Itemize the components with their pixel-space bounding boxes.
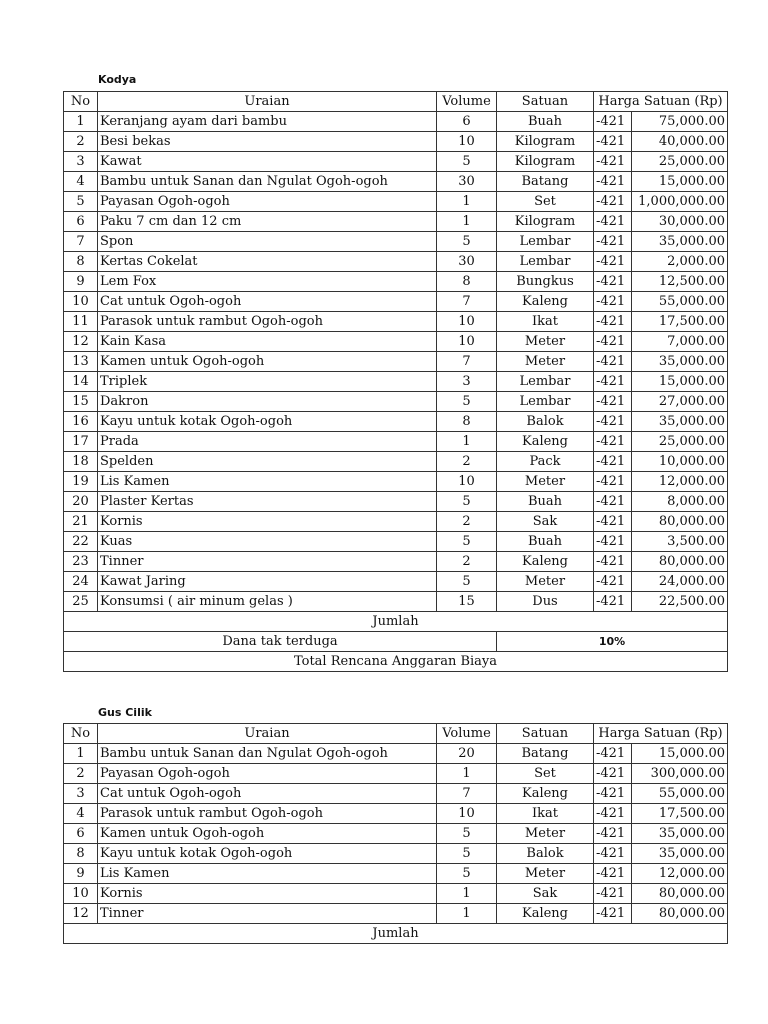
cell-harga: 12,000.00	[632, 864, 728, 884]
cell-harga: 25,000.00	[632, 432, 728, 452]
cell-harga: 12,500.00	[632, 272, 728, 292]
cell-satuan: Kilogram	[497, 132, 594, 152]
cell-no: 22	[64, 532, 98, 552]
header-volume: Volume	[437, 724, 497, 744]
cell-harga: 1,000,000.00	[632, 192, 728, 212]
cell-no: 6	[64, 824, 98, 844]
cell-volume: 10	[437, 312, 497, 332]
cell-satuan: Dus	[497, 592, 594, 612]
cell-harga: 55,000.00	[632, 784, 728, 804]
cell-satuan: Buah	[497, 112, 594, 132]
cell-volume: 10	[437, 332, 497, 352]
cell-code: -421	[594, 232, 632, 252]
cell-no: 1	[64, 112, 98, 132]
cell-uraian: Cat untuk Ogoh-ogoh	[98, 784, 437, 804]
cell-uraian: Tinner	[98, 552, 437, 572]
cell-satuan: Lembar	[497, 372, 594, 392]
cell-harga: 24,000.00	[632, 572, 728, 592]
cell-uraian: Dakron	[98, 392, 437, 412]
cell-harga: 300,000.00	[632, 764, 728, 784]
cell-uraian: Keranjang ayam dari bambu	[98, 112, 437, 132]
cell-code: -421	[594, 112, 632, 132]
table-row	[64, 112, 728, 132]
cell-satuan: Buah	[497, 492, 594, 512]
table-row	[64, 764, 728, 784]
cell-harga: 8,000.00	[632, 492, 728, 512]
cell-satuan: Balok	[497, 412, 594, 432]
table-row	[64, 884, 728, 904]
cell-satuan: Lembar	[497, 252, 594, 272]
cell-code: -421	[594, 372, 632, 392]
budget-table-gus-cilik	[63, 723, 728, 944]
table-row	[64, 552, 728, 572]
cell-satuan: Lembar	[497, 232, 594, 252]
cell-volume: 6	[437, 112, 497, 132]
cell-no: 17	[64, 432, 98, 452]
cell-no: 8	[64, 844, 98, 864]
cell-volume: 5	[437, 824, 497, 844]
cell-uraian: Kornis	[98, 884, 437, 904]
jumlah-label: Jumlah	[64, 924, 728, 944]
cell-code: -421	[594, 212, 632, 232]
cell-satuan: Set	[497, 764, 594, 784]
table-row	[64, 332, 728, 352]
cell-no: 23	[64, 552, 98, 572]
cell-code: -421	[594, 572, 632, 592]
cell-satuan: Set	[497, 192, 594, 212]
cell-code: -421	[594, 172, 632, 192]
cell-uraian: Kayu untuk kotak Ogoh-ogoh	[98, 412, 437, 432]
budget-table-kodya	[63, 91, 728, 672]
cell-volume: 8	[437, 412, 497, 432]
header-no: No	[64, 92, 98, 112]
jumlah-row	[64, 612, 728, 632]
cell-volume: 5	[437, 232, 497, 252]
header-no: No	[64, 724, 98, 744]
cell-code: -421	[594, 132, 632, 152]
cell-no: 14	[64, 372, 98, 392]
cell-code: -421	[594, 252, 632, 272]
cell-uraian: Spelden	[98, 452, 437, 472]
cell-code: -421	[594, 824, 632, 844]
cell-no: 4	[64, 804, 98, 824]
table-row	[64, 904, 728, 924]
cell-no: 13	[64, 352, 98, 372]
cell-uraian: Konsumsi ( air minum gelas )	[98, 592, 437, 612]
cell-harga: 75,000.00	[632, 112, 728, 132]
cell-code: -421	[594, 884, 632, 904]
table-row	[64, 592, 728, 612]
cell-volume: 10	[437, 132, 497, 152]
cell-volume: 7	[437, 352, 497, 372]
cell-no: 1	[64, 744, 98, 764]
cell-volume: 5	[437, 492, 497, 512]
cell-uraian: Triplek	[98, 372, 437, 392]
table-row	[64, 352, 728, 372]
cell-harga: 80,000.00	[632, 512, 728, 532]
cell-harga: 17,500.00	[632, 312, 728, 332]
dana-tak-terduga-value: 10%	[497, 632, 728, 652]
cell-no: 2	[64, 132, 98, 152]
cell-harga: 27,000.00	[632, 392, 728, 412]
cell-volume: 1	[437, 212, 497, 232]
cell-code: -421	[594, 292, 632, 312]
table-row	[64, 492, 728, 512]
cell-satuan: Meter	[497, 572, 594, 592]
cell-volume: 5	[437, 152, 497, 172]
table-header-row	[64, 724, 728, 744]
cell-no: 3	[64, 152, 98, 172]
cell-code: -421	[594, 804, 632, 824]
table-header-row	[64, 92, 728, 112]
cell-no: 4	[64, 172, 98, 192]
table-row	[64, 412, 728, 432]
header-satuan: Satuan	[497, 92, 594, 112]
cell-volume: 1	[437, 904, 497, 924]
table-row	[64, 572, 728, 592]
cell-no: 10	[64, 884, 98, 904]
table-row	[64, 172, 728, 192]
cell-satuan: Meter	[497, 352, 594, 372]
cell-harga: 15,000.00	[632, 744, 728, 764]
cell-no: 3	[64, 784, 98, 804]
cell-uraian: Parasok untuk rambut Ogoh-ogoh	[98, 804, 437, 824]
table-row	[64, 252, 728, 272]
cell-harga: 80,000.00	[632, 552, 728, 572]
cell-no: 16	[64, 412, 98, 432]
cell-uraian: Bambu untuk Sanan dan Ngulat Ogoh-ogoh	[98, 172, 437, 192]
table-row	[64, 372, 728, 392]
jumlah-row	[64, 924, 728, 944]
cell-volume: 1	[437, 764, 497, 784]
cell-code: -421	[594, 412, 632, 432]
cell-code: -421	[594, 864, 632, 884]
cell-code: -421	[594, 844, 632, 864]
cell-volume: 30	[437, 252, 497, 272]
cell-uraian: Kamen untuk Ogoh-ogoh	[98, 824, 437, 844]
cell-satuan: Ikat	[497, 312, 594, 332]
cell-no: 15	[64, 392, 98, 412]
cell-code: -421	[594, 472, 632, 492]
cell-harga: 25,000.00	[632, 152, 728, 172]
table-row	[64, 532, 728, 552]
cell-uraian: Kertas Cokelat	[98, 252, 437, 272]
cell-no: 25	[64, 592, 98, 612]
table-row	[64, 784, 728, 804]
cell-code: -421	[594, 532, 632, 552]
cell-volume: 7	[437, 784, 497, 804]
cell-uraian: Kuas	[98, 532, 437, 552]
cell-harga: 2,000.00	[632, 252, 728, 272]
cell-code: -421	[594, 492, 632, 512]
cell-satuan: Kaleng	[497, 784, 594, 804]
cell-code: -421	[594, 192, 632, 212]
section-title-kodya: Kodya	[98, 73, 137, 86]
table-row	[64, 432, 728, 452]
cell-no: 19	[64, 472, 98, 492]
cell-satuan: Meter	[497, 824, 594, 844]
cell-uraian: Parasok untuk rambut Ogoh-ogoh	[98, 312, 437, 332]
cell-volume: 7	[437, 292, 497, 312]
table-row	[64, 392, 728, 412]
header-harga: Harga Satuan (Rp)	[594, 724, 728, 744]
cell-harga: 12,000.00	[632, 472, 728, 492]
cell-harga: 35,000.00	[632, 844, 728, 864]
table-row	[64, 132, 728, 152]
cell-satuan: Lembar	[497, 392, 594, 412]
cell-satuan: Kaleng	[497, 552, 594, 572]
cell-satuan: Kilogram	[497, 212, 594, 232]
cell-code: -421	[594, 432, 632, 452]
header-harga: Harga Satuan (Rp)	[594, 92, 728, 112]
cell-no: 12	[64, 904, 98, 924]
cell-volume: 5	[437, 844, 497, 864]
cell-volume: 5	[437, 532, 497, 552]
cell-uraian: Spon	[98, 232, 437, 252]
jumlah-label: Jumlah	[64, 612, 728, 632]
total-row	[64, 652, 728, 672]
cell-satuan: Balok	[497, 844, 594, 864]
cell-no: 10	[64, 292, 98, 312]
table-row	[64, 512, 728, 532]
cell-no: 9	[64, 272, 98, 292]
cell-volume: 15	[437, 592, 497, 612]
cell-satuan: Kaleng	[497, 432, 594, 452]
table-row	[64, 192, 728, 212]
cell-no: 18	[64, 452, 98, 472]
cell-no: 21	[64, 512, 98, 532]
table-row	[64, 864, 728, 884]
cell-harga: 35,000.00	[632, 352, 728, 372]
cell-code: -421	[594, 332, 632, 352]
cell-no: 11	[64, 312, 98, 332]
table-row	[64, 824, 728, 844]
cell-harga: 40,000.00	[632, 132, 728, 152]
cell-no: 12	[64, 332, 98, 352]
cell-satuan: Kaleng	[497, 904, 594, 924]
cell-code: -421	[594, 552, 632, 572]
cell-satuan: Buah	[497, 532, 594, 552]
header-uraian: Uraian	[98, 92, 437, 112]
cell-code: -421	[594, 744, 632, 764]
cell-uraian: Payasan Ogoh-ogoh	[98, 764, 437, 784]
cell-code: -421	[594, 272, 632, 292]
cell-harga: 15,000.00	[632, 172, 728, 192]
cell-satuan: Kaleng	[497, 292, 594, 312]
cell-harga: 35,000.00	[632, 232, 728, 252]
cell-code: -421	[594, 452, 632, 472]
cell-harga: 15,000.00	[632, 372, 728, 392]
cell-volume: 1	[437, 884, 497, 904]
cell-no: 5	[64, 192, 98, 212]
table-row	[64, 844, 728, 864]
cell-code: -421	[594, 352, 632, 372]
cell-uraian: Kawat	[98, 152, 437, 172]
cell-uraian: Cat untuk Ogoh-ogoh	[98, 292, 437, 312]
cell-satuan: Meter	[497, 472, 594, 492]
cell-no: 2	[64, 764, 98, 784]
cell-harga: 30,000.00	[632, 212, 728, 232]
header-satuan: Satuan	[497, 724, 594, 744]
cell-code: -421	[594, 312, 632, 332]
table-row	[64, 232, 728, 252]
cell-code: -421	[594, 764, 632, 784]
cell-satuan: Meter	[497, 864, 594, 884]
cell-harga: 17,500.00	[632, 804, 728, 824]
cell-volume: 2	[437, 452, 497, 472]
cell-uraian: Kawat Jaring	[98, 572, 437, 592]
cell-satuan: Sak	[497, 884, 594, 904]
cell-uraian: Payasan Ogoh-ogoh	[98, 192, 437, 212]
cell-volume: 2	[437, 552, 497, 572]
cell-satuan: Bungkus	[497, 272, 594, 292]
cell-uraian: Paku 7 cm dan 12 cm	[98, 212, 437, 232]
cell-satuan: Ikat	[497, 804, 594, 824]
cell-code: -421	[594, 152, 632, 172]
table-row	[64, 152, 728, 172]
cell-volume: 1	[437, 192, 497, 212]
cell-harga: 80,000.00	[632, 904, 728, 924]
cell-no: 7	[64, 232, 98, 252]
cell-uraian: Prada	[98, 432, 437, 452]
cell-no: 9	[64, 864, 98, 884]
cell-satuan: Meter	[497, 332, 594, 352]
cell-uraian: Lis Kamen	[98, 864, 437, 884]
cell-uraian: Kamen untuk Ogoh-ogoh	[98, 352, 437, 372]
cell-volume: 5	[437, 392, 497, 412]
table-row	[64, 272, 728, 292]
cell-volume: 10	[437, 472, 497, 492]
cell-satuan: Batang	[497, 744, 594, 764]
cell-harga: 10,000.00	[632, 452, 728, 472]
cell-volume: 10	[437, 804, 497, 824]
cell-harga: 55,000.00	[632, 292, 728, 312]
table-row	[64, 212, 728, 232]
cell-volume: 3	[437, 372, 497, 392]
cell-satuan: Sak	[497, 512, 594, 532]
cell-uraian: Besi bekas	[98, 132, 437, 152]
cell-volume: 8	[437, 272, 497, 292]
cell-code: -421	[594, 392, 632, 412]
cell-satuan: Kilogram	[497, 152, 594, 172]
table-row	[64, 452, 728, 472]
cell-uraian: Kornis	[98, 512, 437, 532]
table-row	[64, 804, 728, 824]
cell-harga: 35,000.00	[632, 824, 728, 844]
cell-uraian: Bambu untuk Sanan dan Ngulat Ogoh-ogoh	[98, 744, 437, 764]
cell-uraian: Kayu untuk kotak Ogoh-ogoh	[98, 844, 437, 864]
cell-satuan: Pack	[497, 452, 594, 472]
table-row	[64, 744, 728, 764]
cell-volume: 1	[437, 432, 497, 452]
cell-code: -421	[594, 904, 632, 924]
cell-no: 20	[64, 492, 98, 512]
cell-satuan: Batang	[497, 172, 594, 192]
dana-tak-terduga-label: Dana tak terduga	[64, 632, 497, 652]
cell-uraian: Kain Kasa	[98, 332, 437, 352]
cell-harga: 7,000.00	[632, 332, 728, 352]
header-volume: Volume	[437, 92, 497, 112]
cell-uraian: Plaster Kertas	[98, 492, 437, 512]
cell-volume: 20	[437, 744, 497, 764]
table-row	[64, 472, 728, 492]
total-label: Total Rencana Anggaran Biaya	[64, 652, 728, 672]
cell-volume: 5	[437, 864, 497, 884]
section-title-gus-cilik: Gus Cilik	[98, 706, 152, 719]
cell-volume: 30	[437, 172, 497, 192]
cell-code: -421	[594, 784, 632, 804]
cell-volume: 5	[437, 572, 497, 592]
cell-uraian: Lem Fox	[98, 272, 437, 292]
cell-volume: 2	[437, 512, 497, 532]
cell-harga: 22,500.00	[632, 592, 728, 612]
cell-no: 24	[64, 572, 98, 592]
cell-code: -421	[594, 512, 632, 532]
cell-harga: 3,500.00	[632, 532, 728, 552]
cell-harga: 35,000.00	[632, 412, 728, 432]
cell-uraian: Lis Kamen	[98, 472, 437, 492]
dana-tak-terduga-row	[64, 632, 728, 652]
table-row	[64, 292, 728, 312]
cell-uraian: Tinner	[98, 904, 437, 924]
table-row	[64, 312, 728, 332]
cell-no: 8	[64, 252, 98, 272]
cell-no: 6	[64, 212, 98, 232]
header-uraian: Uraian	[98, 724, 437, 744]
cell-harga: 80,000.00	[632, 884, 728, 904]
cell-code: -421	[594, 592, 632, 612]
